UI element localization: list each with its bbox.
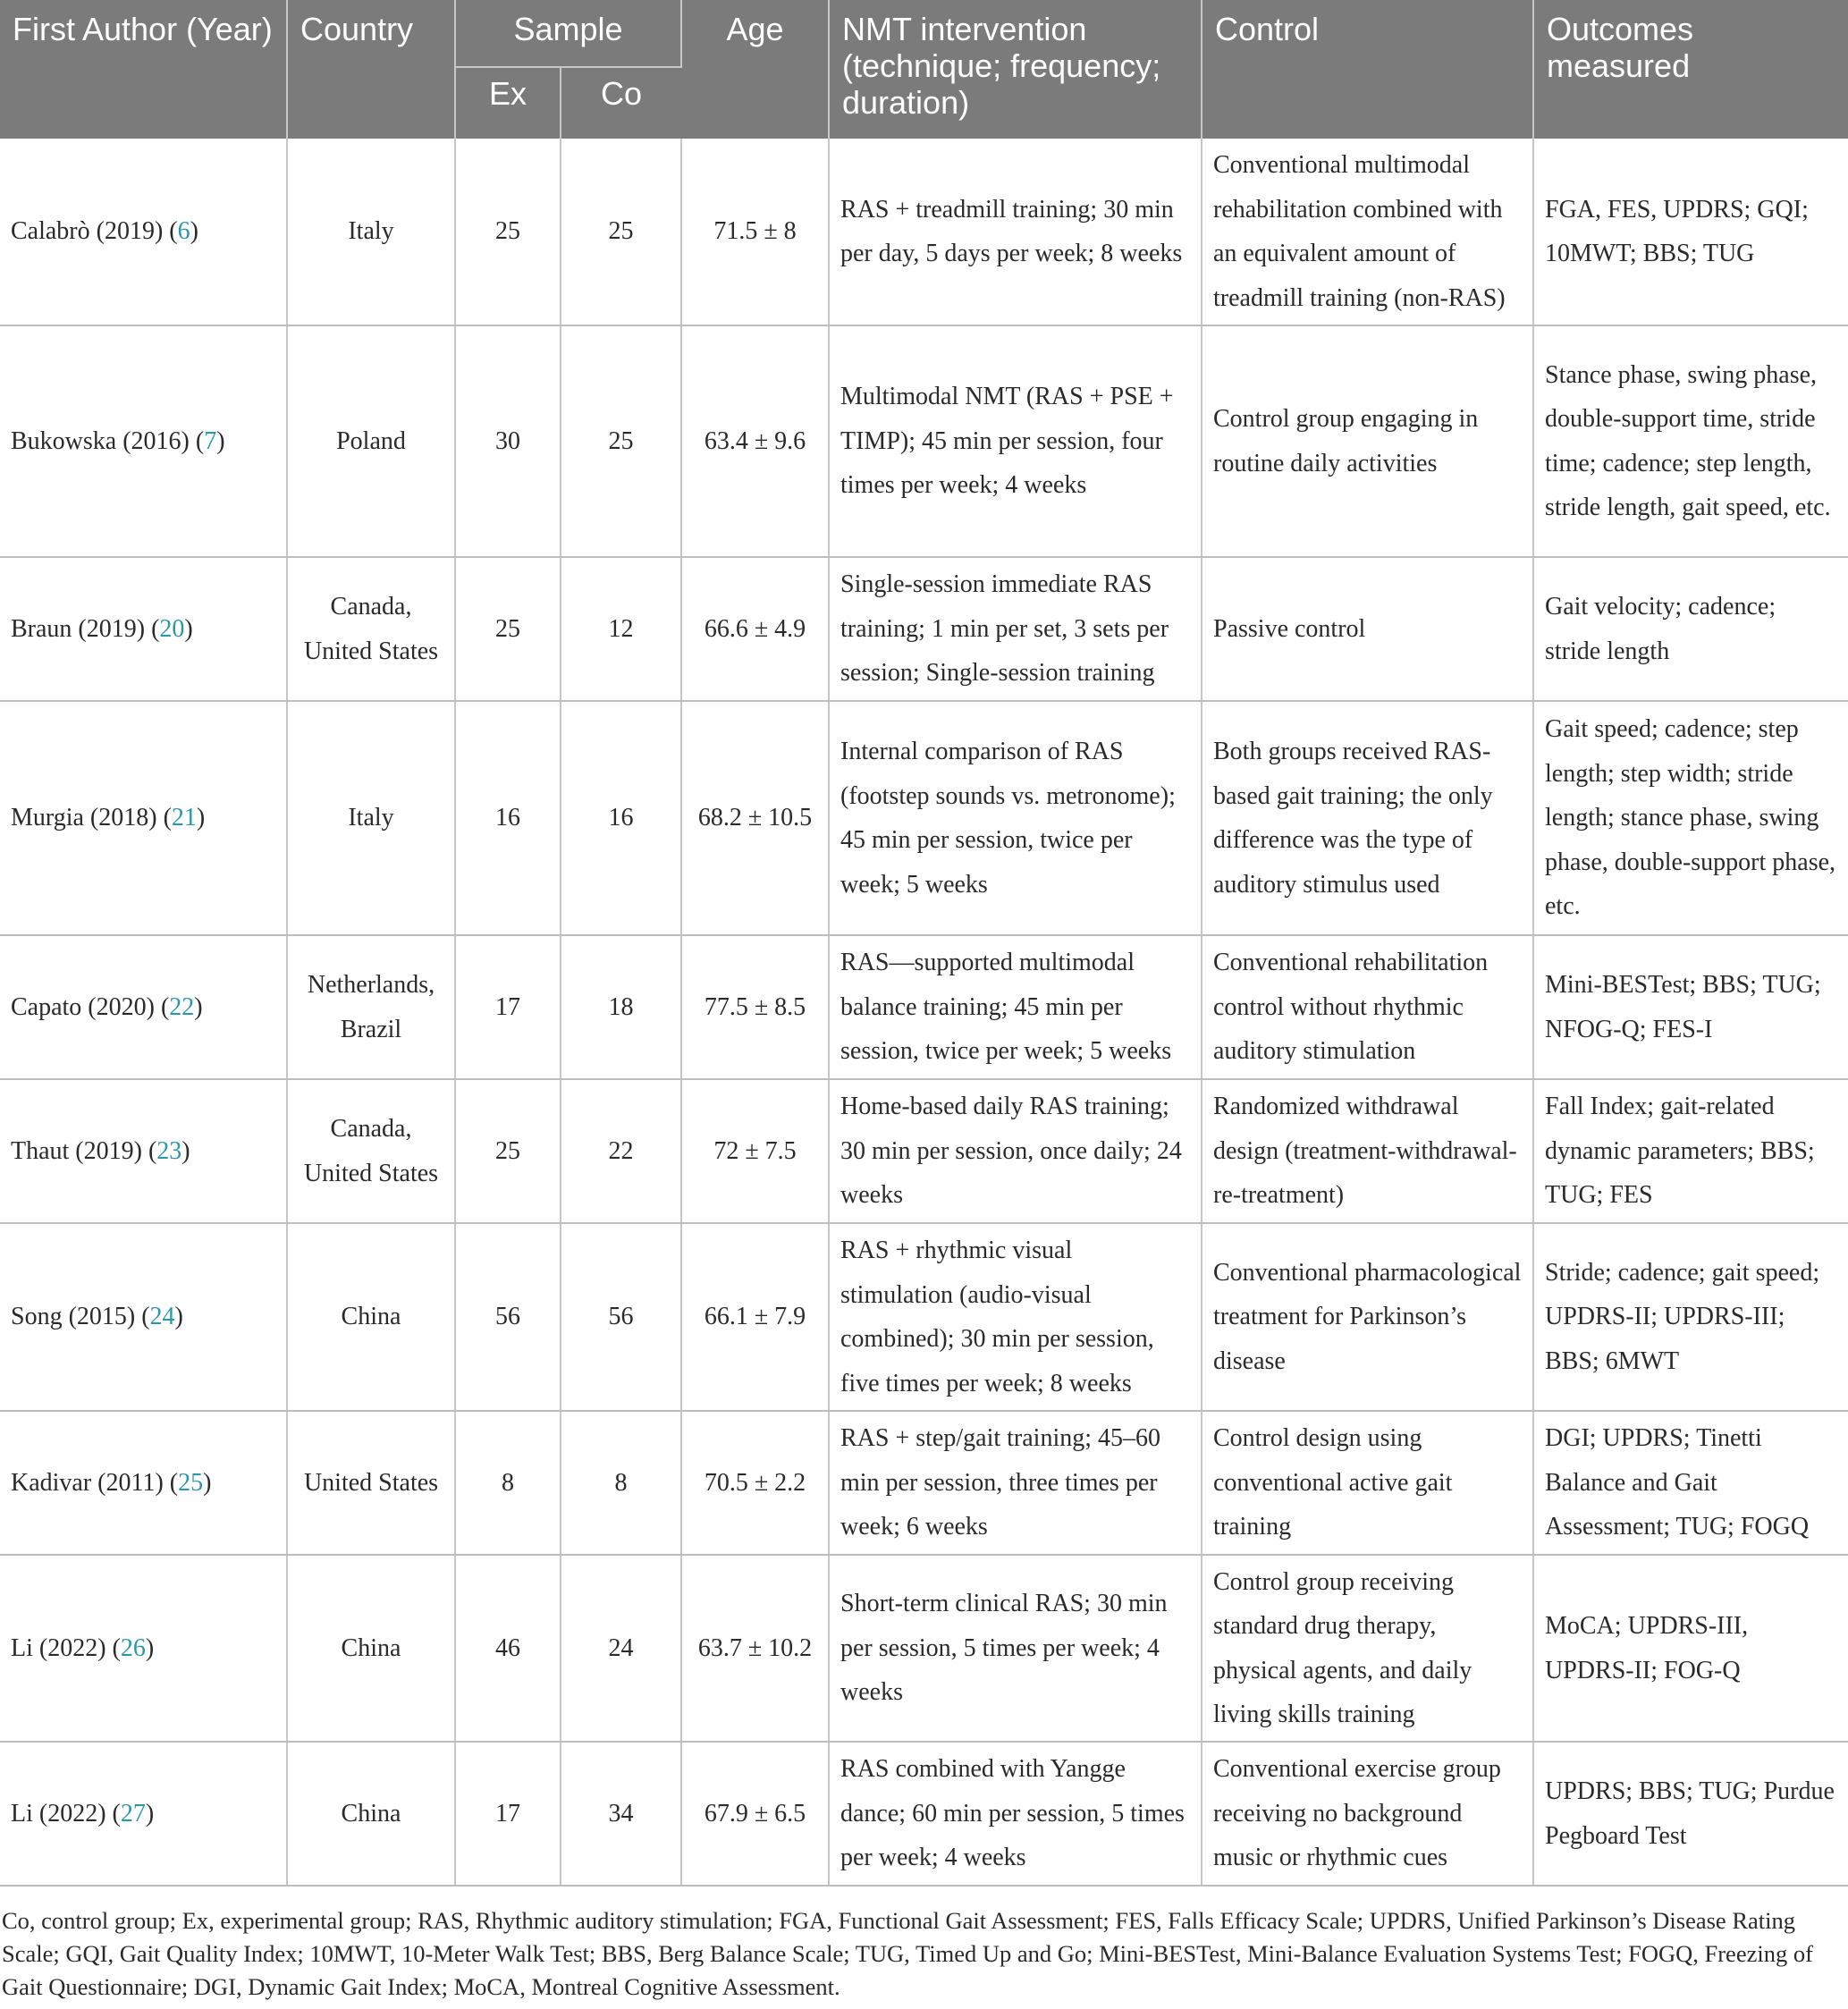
cell-ex: 46 — [455, 1555, 561, 1742]
cell-author: Murgia (2018) (21) — [0, 701, 287, 935]
cell-author: Li (2022) (26) — [0, 1555, 287, 1742]
cell-intervention: Single-session immediate RAS training; 1 min per set, 3 sets per session; Single-session training — [829, 557, 1202, 701]
table-row — [0, 139, 1848, 325]
cell-outcomes: MoCA; UPDRS-III, UPDRS-II; FOG-Q — [1533, 1555, 1848, 1742]
cell-country: China — [287, 1223, 455, 1411]
cell-intervention: RAS + step/gait training; 45–60 min per session, three times per week; 6 weeks — [829, 1411, 1202, 1555]
header-sample: Sample — [455, 0, 681, 67]
cell-country: Italy — [287, 701, 455, 935]
cell-country: Canada, United States — [287, 1079, 455, 1223]
reference-link[interactable]: 24 — [149, 1303, 175, 1331]
table-row — [0, 1742, 1848, 1886]
header-co: Co — [561, 67, 681, 139]
cell-intervention: Internal comparison of RAS (footstep sounds vs. metronome); 45 min per session, twice per week; 5 weeks — [829, 701, 1202, 935]
cell-author: Braun (2019) (20) — [0, 557, 287, 701]
cell-country: Canada, United States — [287, 557, 455, 701]
cell-outcomes: Gait speed; cadence; step length; step width; stride length; stance phase, swing phase, double-support phase, etc. — [1533, 701, 1848, 935]
cell-outcomes: UPDRS; BBS; TUG; Purdue Pegboard Test — [1533, 1742, 1848, 1886]
cell-control: Control design using conventional active gait training — [1202, 1411, 1533, 1555]
cell-author: Kadivar (2011) (25) — [0, 1411, 287, 1555]
reference-link[interactable]: 21 — [171, 804, 197, 832]
cell-outcomes: Gait velocity; cadence; stride length — [1533, 557, 1848, 701]
table-row — [0, 935, 1848, 1079]
cell-outcomes: DGI; UPDRS; Tinetti Balance and Gait Assessment; TUG; FOGQ — [1533, 1411, 1848, 1555]
table-row — [0, 1411, 1848, 1555]
table-header — [0, 0, 1848, 139]
cell-control: Randomized withdrawal design (treatment-withdrawal-re-treatment) — [1202, 1079, 1533, 1223]
cell-age: 72 ± 7.5 — [681, 1079, 829, 1223]
cell-country: Poland — [287, 325, 455, 557]
cell-author: Capato (2020) (22) — [0, 935, 287, 1079]
cell-co: 22 — [561, 1079, 681, 1223]
table-row — [0, 1223, 1848, 1411]
cell-outcomes: Stance phase, swing phase, double-support time, stride time; cadence; step length, stride length, gait speed, etc. — [1533, 325, 1848, 557]
reference-link[interactable]: 6 — [177, 217, 190, 246]
header-age: Age — [681, 0, 829, 139]
cell-country: China — [287, 1742, 455, 1886]
cell-age: 66.6 ± 4.9 — [681, 557, 829, 701]
header-first-author: First Author (Year) — [0, 0, 287, 139]
cell-age: 67.9 ± 6.5 — [681, 1742, 829, 1886]
cell-co: 56 — [561, 1223, 681, 1411]
cell-ex: 25 — [455, 139, 561, 325]
cell-age: 63.4 ± 9.6 — [681, 325, 829, 557]
cell-control: Conventional multimodal rehabilitation combined with an equivalent amount of treadmill training (non-RAS) — [1202, 139, 1533, 325]
cell-co: 16 — [561, 701, 681, 935]
header-control: Control — [1202, 0, 1533, 139]
cell-author: Thaut (2019) (23) — [0, 1079, 287, 1223]
cell-ex: 56 — [455, 1223, 561, 1411]
cell-outcomes: Fall Index; gait-related dynamic parameters; BBS; TUG; FES — [1533, 1079, 1848, 1223]
reference-link[interactable]: 20 — [159, 614, 185, 643]
table-row — [0, 557, 1848, 701]
reference-link[interactable]: 25 — [178, 1468, 204, 1497]
header-intervention: NMT intervention (technique; frequency; duration) — [829, 0, 1202, 139]
cell-intervention: RAS + rhythmic visual stimulation (audio-visual combined); 30 min per session, five times per week; 8 weeks — [829, 1223, 1202, 1411]
cell-co: 34 — [561, 1742, 681, 1886]
cell-control: Conventional exercise group receiving no background music or rhythmic cues — [1202, 1742, 1533, 1886]
cell-author: Li (2022) (27) — [0, 1742, 287, 1886]
cell-control: Conventional pharmacological treatment for Parkinson’s disease — [1202, 1223, 1533, 1411]
cell-intervention: Home-based daily RAS training; 30 min per session, once daily; 24 weeks — [829, 1079, 1202, 1223]
reference-link[interactable]: 23 — [156, 1136, 182, 1165]
cell-control: Control group engaging in routine daily activities — [1202, 325, 1533, 557]
header-country: Country — [287, 0, 455, 139]
cell-control: Both groups received RAS-based gait training; the only difference was the type of auditory stimulus used — [1202, 701, 1533, 935]
reference-link[interactable]: 27 — [120, 1799, 146, 1828]
reference-link[interactable]: 22 — [169, 992, 195, 1021]
cell-ex: 16 — [455, 701, 561, 935]
cell-country: China — [287, 1555, 455, 1742]
table-row — [0, 325, 1848, 557]
cell-age: 77.5 ± 8.5 — [681, 935, 829, 1079]
header-ex: Ex — [455, 67, 561, 139]
cell-intervention: RAS combined with Yangge dance; 60 min per session, 5 times per week; 4 weeks — [829, 1742, 1202, 1886]
cell-age: 63.7 ± 10.2 — [681, 1555, 829, 1742]
cell-co: 25 — [561, 139, 681, 325]
cell-control: Control group receiving standard drug therapy, physical agents, and daily living skills training — [1202, 1555, 1533, 1742]
cell-age: 68.2 ± 10.5 — [681, 701, 829, 935]
reference-link[interactable]: 26 — [120, 1633, 146, 1662]
cell-ex: 8 — [455, 1411, 561, 1555]
cell-author: Song (2015) (24) — [0, 1223, 287, 1411]
cell-co: 18 — [561, 935, 681, 1079]
cell-intervention: RAS—supported multimodal balance training; 45 min per session, twice per week; 5 weeks — [829, 935, 1202, 1079]
cell-outcomes: Stride; cadence; gait speed; UPDRS-II; UPDRS-III; BBS; 6MWT — [1533, 1223, 1848, 1411]
cell-country: United States — [287, 1411, 455, 1555]
cell-ex: 30 — [455, 325, 561, 557]
cell-ex: 17 — [455, 1742, 561, 1886]
cell-ex: 25 — [455, 1079, 561, 1223]
cell-co: 25 — [561, 325, 681, 557]
cell-ex: 25 — [455, 557, 561, 701]
table-footnote: Co, control group; Ex, experimental group; RAS, Rhythmic auditory stimulation; FGA, Functional Gait Assessment; FES, Falls Efficacy Scale; UPDRS, Unified Parkinson’s Disease Rating Scale; GQI, Gait Quality Index; 10MWT, 10-Meter Walk Test; BBS, Berg Balance Scale; TUG, Timed Up and Go; Mini-BESTest, Mini-Balance Evaluation Systems Test; FOGQ, Freezing of Gait Questionnaire; DGI, Dynamic Gait Index; MoCA, Montreal Cognitive Assessment. — [2, 1907, 1813, 2000]
cell-outcomes: Mini-BESTest; BBS; TUG; NFOG-Q; FES-I — [1533, 935, 1848, 1079]
table-row — [0, 701, 1848, 935]
cell-age: 70.5 ± 2.2 — [681, 1411, 829, 1555]
cell-country: Netherlands, Brazil — [287, 935, 455, 1079]
cell-intervention: Short-term clinical RAS; 30 min per session, 5 times per week; 4 weeks — [829, 1555, 1202, 1742]
cell-author: Calabrò (2019) (6) — [0, 139, 287, 325]
cell-control: Passive control — [1202, 557, 1533, 701]
reference-link[interactable]: 7 — [204, 426, 217, 455]
cell-ex: 17 — [455, 935, 561, 1079]
cell-intervention: RAS + treadmill training; 30 min per day, 5 days per week; 8 weeks — [829, 139, 1202, 325]
cell-age: 71.5 ± 8 — [681, 139, 829, 325]
cell-co: 12 — [561, 557, 681, 701]
cell-co: 8 — [561, 1411, 681, 1555]
table-row — [0, 1079, 1848, 1223]
cell-co: 24 — [561, 1555, 681, 1742]
cell-country: Italy — [287, 139, 455, 325]
cell-control: Conventional rehabilitation control without rhythmic auditory stimulation — [1202, 935, 1533, 1079]
cell-author: Bukowska (2016) (7) — [0, 325, 287, 557]
cell-age: 66.1 ± 7.9 — [681, 1223, 829, 1411]
cell-outcomes: FGA, FES, UPDRS; GQI; 10MWT; BBS; TUG — [1533, 139, 1848, 325]
header-outcomes: Outcomes measured — [1533, 0, 1848, 139]
cell-intervention: Multimodal NMT (RAS + PSE + TIMP); 45 min per session, four times per week; 4 weeks — [829, 325, 1202, 557]
table-row — [0, 1555, 1848, 1742]
table-body — [0, 139, 1848, 1886]
